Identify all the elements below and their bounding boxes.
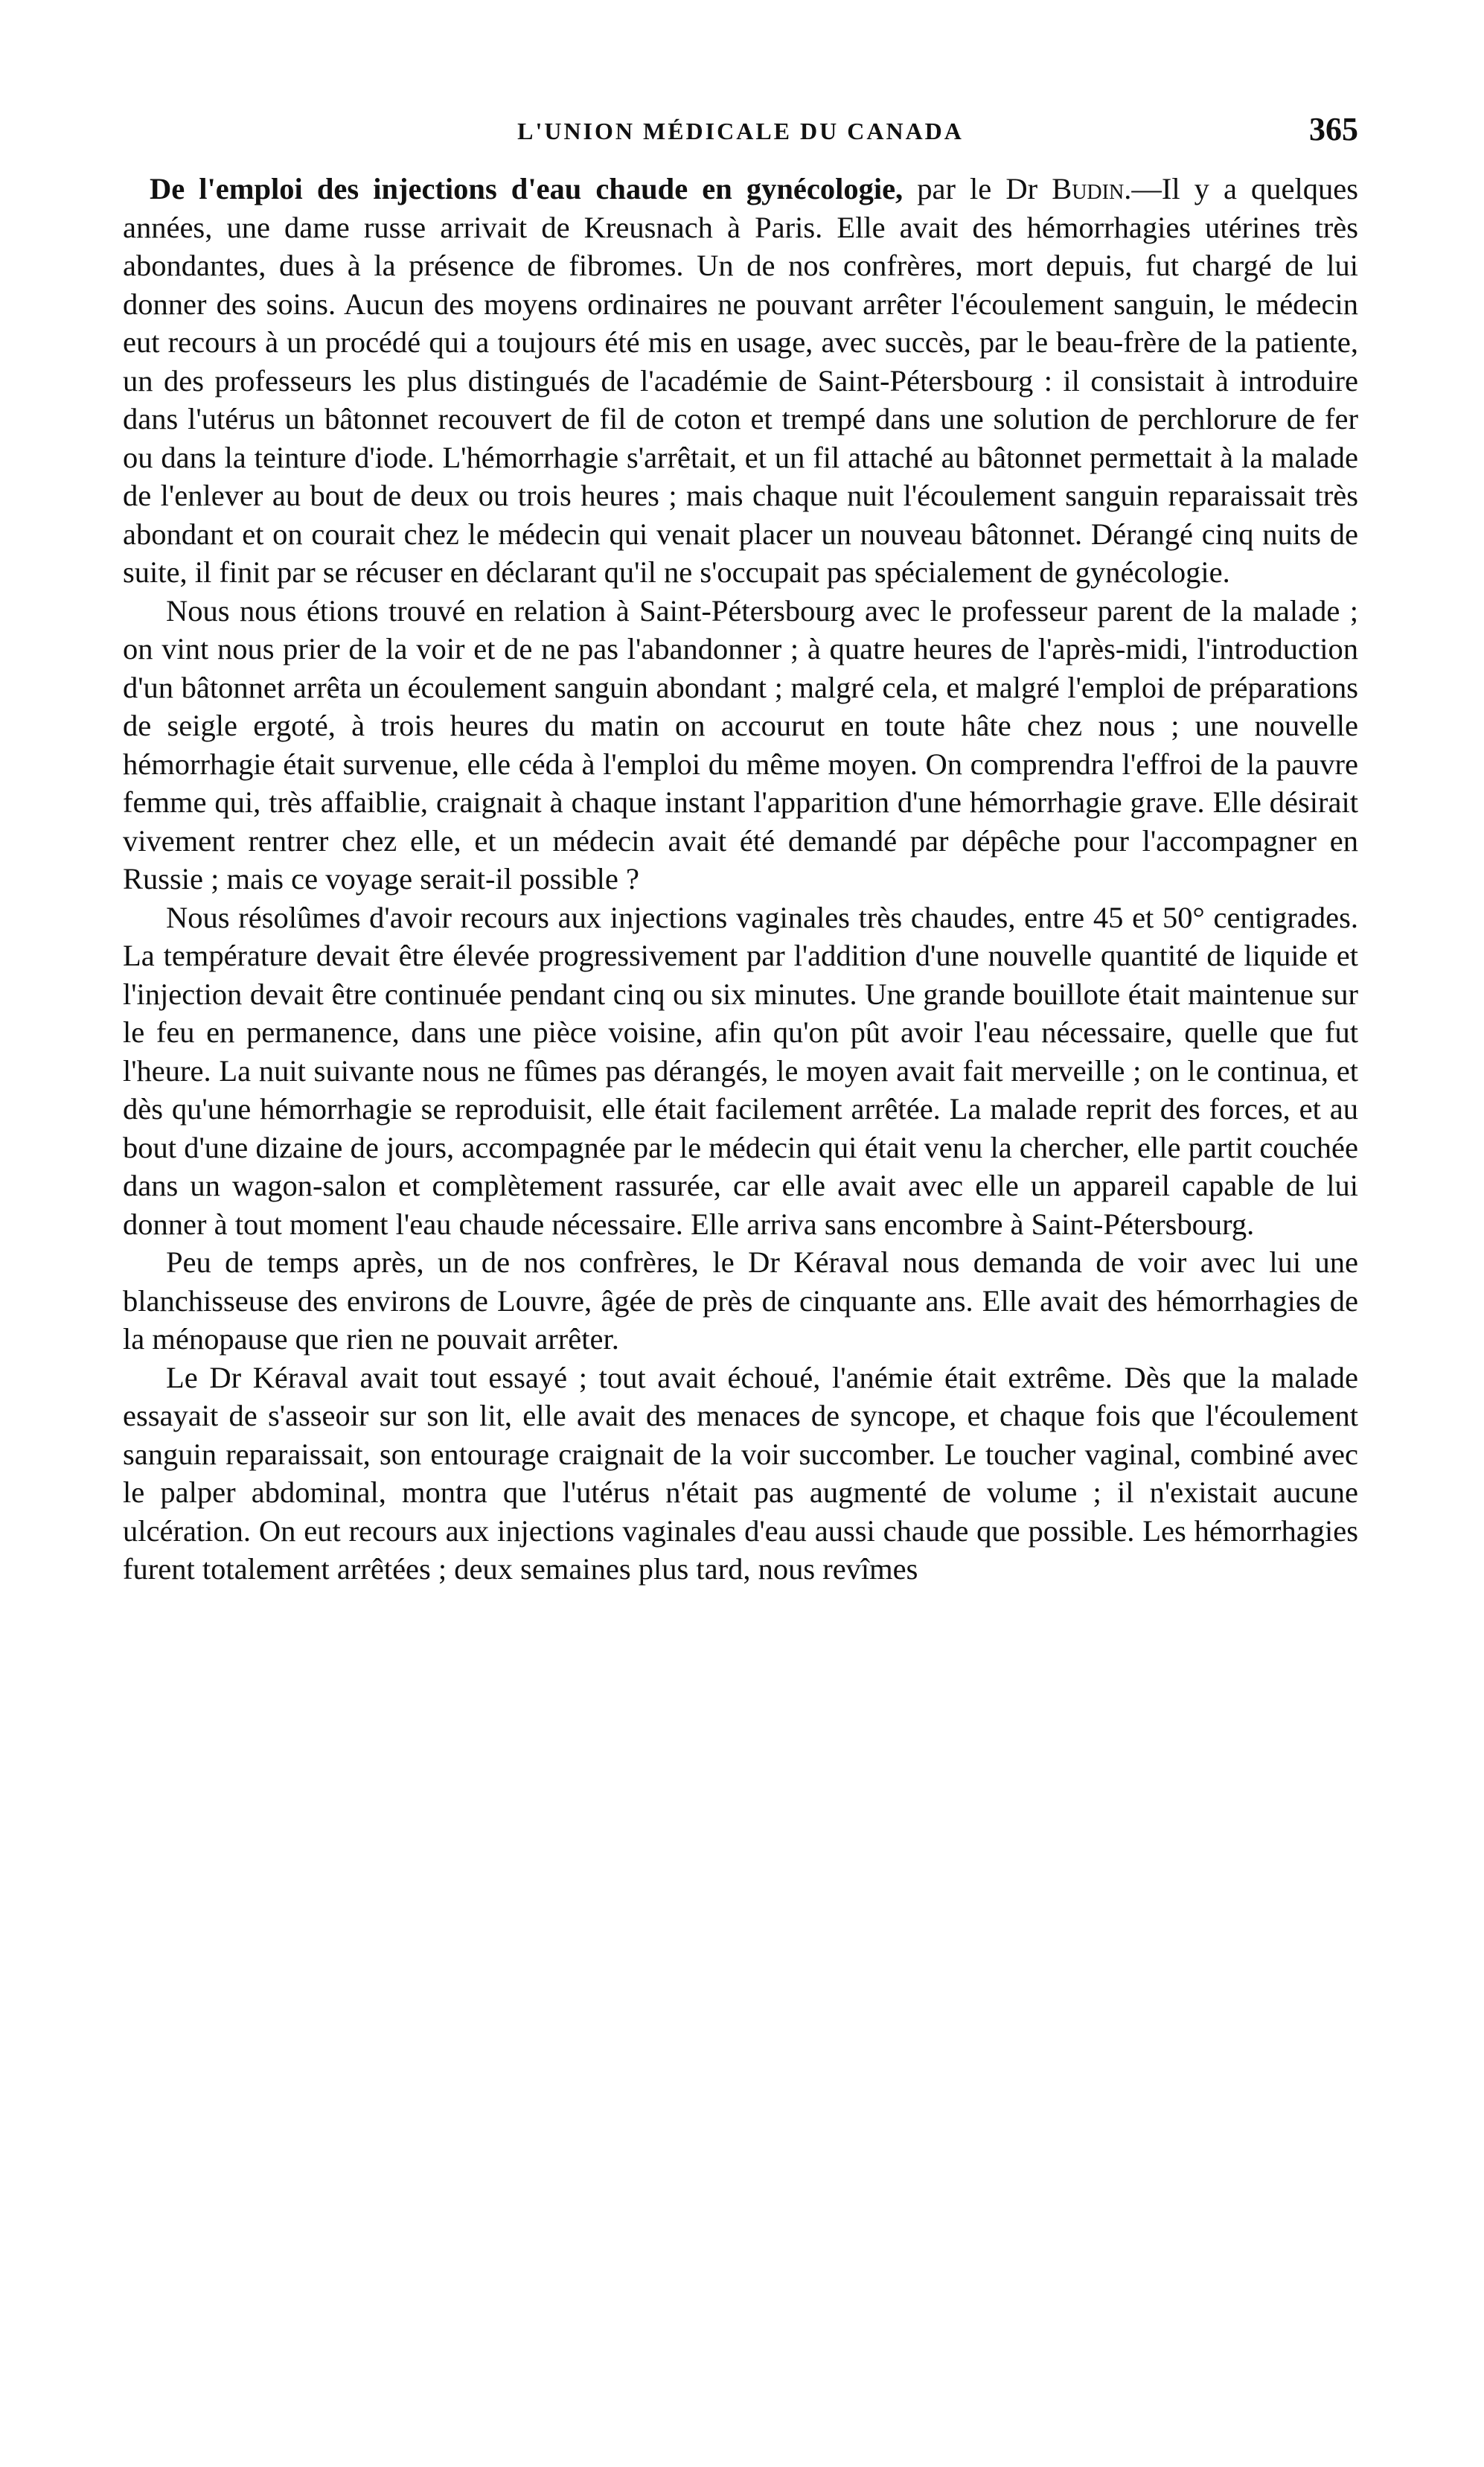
author-name: Budin	[1052, 172, 1125, 205]
running-title: L'UNION MÉDICALE DU CANADA	[517, 118, 964, 144]
paragraph-5: Le Dr Kéraval avait tout essayé ; tout avait échoué, l'anémie était extrême. Dès que la malade essayait de s'asseoir sur son lit, elle avait des menaces de syncope, et chaque fois que l'écoulement sanguin reparaissait, son entourage craignait de la voir succomber. Le toucher vaginal, combiné avec le palper abdominal, montra que l'utérus n'était pas augmenté de volume ; il n'existait aucune ulcération. On eut recours aux injections vaginales d'eau aussi chaude que possible. Les hémorrhagies furent totalement arrêtées ; deux semaines plus tard, nous revîmes	[123, 1360, 1358, 1586]
article-title: De l'emploi des injections d'eau chaude en gynécologie,	[150, 172, 903, 205]
article-body	[123, 170, 1358, 1589]
paragraph-1	[123, 170, 1358, 592]
paragraph-3: Nous résolûmes d'avoir recours aux injections vaginales très chaudes, entre 45 et 50° centigrades. La température devait être élevée progressivement par l'addition d'une nouvelle quantité de liquide et l'injection devait être continuée pendant cinq ou six minutes. Une grande bouillote était maintenue sur le feu en permanence, dans une pièce voisine, afin qu'on pût avoir l'eau nécessaire, quelle que fut l'heure. La nuit suivante nous ne fûmes pas dérangés, le moyen avait fait merveille ; on le continua, et dès qu'une hémorrhagie se reproduisit, elle était facilement arrêtée. La malade reprit des forces, et au bout d'une dizaine de jours, accompagnée par le médecin qui était venu la chercher, elle partit couchée dans un wagon-salon et complètement rassurée, car elle avait avec elle un appareil capable de lui donner à tout moment l'eau chaude nécessaire. Elle arriva sans encombre à Saint-Pétersbourg.	[123, 900, 1358, 1241]
page-number: 365	[1309, 111, 1358, 147]
document-page	[123, 104, 1358, 1589]
running-head	[123, 104, 1358, 149]
paragraph-4: Peu de temps après, un de nos confrères, le Dr Kéraval nous demanda de voir avec lui une blanchisseuse des environs de Louvre, âgée de près de cinquante ans. Elle avait des hémorrhagies de la ménopause que rien ne pouvait arrêter.	[123, 1245, 1358, 1356]
paragraph-1-text: .—Il y a quelques années, une dame russe arrivait de Kreusnach à Paris. Elle avait des hémorrhagies utérines très abondantes, dues à la présence de fibromes. Un de nos confrères, mort depuis, fut chargé de lui donner des soins. Aucun des moyens ordinaires ne pouvant arrêter l'écoulement sanguin, le médecin eut recours à un procédé qui a toujours été mis en usage, avec succès, par le beau-frère de la patiente, un des professeurs les plus distingués de l'académie de Saint-Pétersbourg : il consistait à introduire dans l'utérus un bâtonnet recouvert de fil de coton et trempé dans une solution de perchlorure de fer ou dans la teinture d'iode. L'hémorrhagie s'arrêtait, et un fil attaché au bâtonnet permettait à la malade de l'enlever au bout de deux ou trois heures ; mais chaque nuit l'écoulement sanguin reparaissait très abondant et on courait chez le médecin qui venait placer un nouveau bâtonnet. Dérangé cinq nuits de suite, il finit par se récuser en déclarant qu'il ne s'occupait pas spécialement de gynécologie.	[123, 172, 1359, 589]
byline-prefix: par le Dr	[917, 172, 1038, 205]
paragraph-2: Nous nous étions trouvé en relation à Saint-Pétersbourg avec le professeur parent de la malade ; on vint nous prier de la voir et de ne pas l'abandonner ; à quatre heures de l'après-midi, l'introduction d'un bâtonnet arrêta un écoulement sanguin abondant ; malgré cela, et malgré l'emploi de préparations de seigle ergoté, à trois heures du matin on accourut en toute hâte chez nous ; une nouvelle hémorrhagie était survenue, elle céda à l'emploi du même moyen. On comprendra l'effroi de la pauvre femme qui, très affaiblie, craignait à chaque instant l'apparition d'une hémorrhagie grave. Elle désirait vivement rentrer chez elle, et un médecin avait été demandé par dépêche pour l'accompagner en Russie ; mais ce voyage serait-il possible ?	[123, 593, 1358, 896]
